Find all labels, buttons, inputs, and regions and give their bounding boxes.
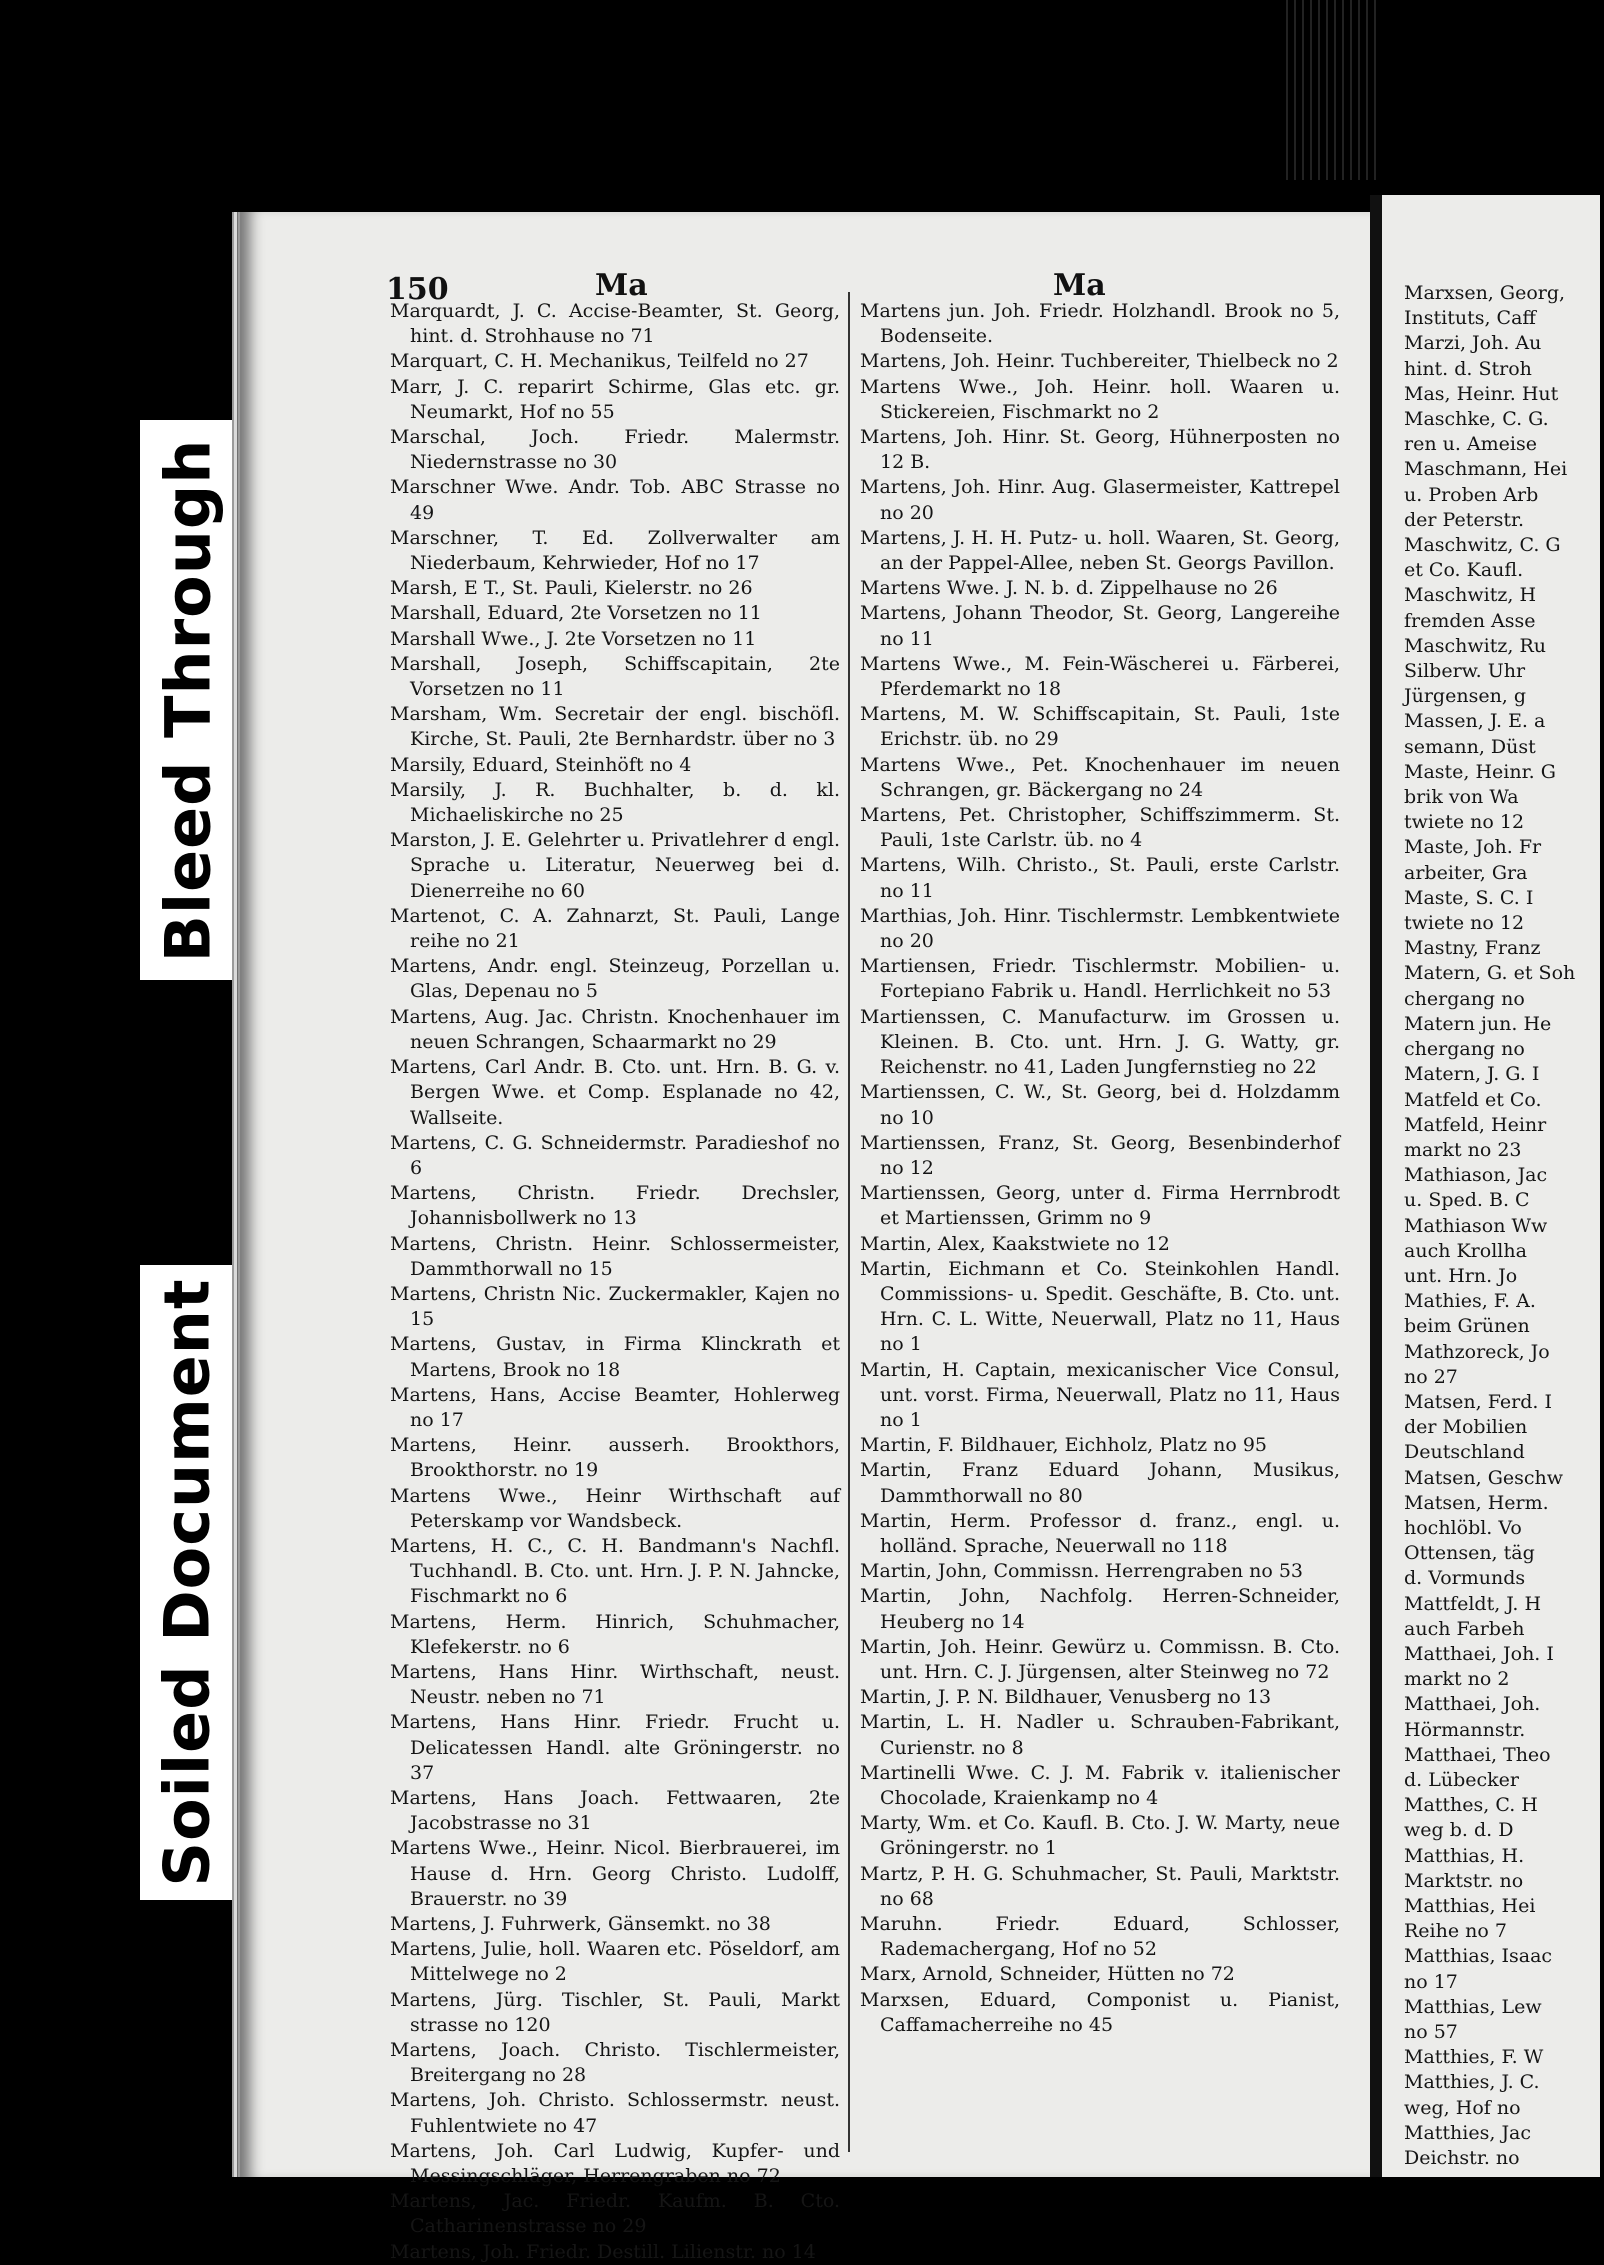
directory-entry: Matthaei, Joh. <box>1404 1693 1541 1716</box>
directory-entry: weg, Hof no <box>1404 2096 1521 2119</box>
directory-entry: Martin, Franz Eduard Johann, Musikus, Dammthorwall no 80 <box>860 1459 1340 1507</box>
directory-entry: Maste, Heinr. G <box>1404 760 1556 783</box>
directory-entry: Marquart, C. H. Mechanikus, Teilfeld no 27 <box>390 350 809 373</box>
directory-entry: Matern, G. et Soh <box>1404 962 1576 985</box>
directory-entry: Martin, Eichmann et Co. Steinkohlen Handl. Commissions- u. Spedit. Geschäfte, B. Cto. unt. Hrn. C. L. Witte, Neuerwall, Platz no 11, Haus no 1 <box>860 1257 1340 1356</box>
directory-entry: Martens, Joh. Christo. Schlossermstr. neust. Fuhlentwiete no 47 <box>390 2089 840 2137</box>
directory-entry: auch Krollha <box>1404 1239 1527 1262</box>
directory-entry: Jürgensen, g <box>1404 685 1527 708</box>
directory-entry: u. Proben Arb <box>1404 483 1539 506</box>
directory-entry: Marzi, Joh. Au <box>1404 332 1542 355</box>
directory-entry: Matthies, F. W <box>1404 2046 1544 2069</box>
directory-entry: no 27 <box>1404 1365 1458 1388</box>
directory-entry: Martens, Herm. Hinrich, Schuhmacher, Klefekerstr. no 6 <box>390 1610 840 1658</box>
directory-entry: Martens, Heinr. ausserh. Brookthors, Brookthorstr. no 19 <box>390 1434 840 1482</box>
directory-entry: Mathiason, Jac <box>1404 1164 1548 1187</box>
directory-entry: Maruhn. Friedr. Eduard, Schlosser, Rademachergang, Hof no 52 <box>860 1913 1340 1961</box>
running-head-right: Ma <box>1053 268 1106 303</box>
directory-entry: Martin, Herm. Professor d. franz., engl. u. holländ. Sprache, Neuerwall no 118 <box>860 1509 1340 1557</box>
running-head-left: Ma <box>595 268 648 303</box>
directory-entry: Martin, F. Bildhauer, Eichholz, Platz no 95 <box>860 1434 1268 1457</box>
directory-entry: Martens, H. C., C. H. Bandmann's Nachfl. Tuchhandl. B. Cto. unt. Hrn. J. P. N. Jahncke, Fischmarkt no 6 <box>390 1534 840 1608</box>
directory-entry: Martens jun. Joh. Friedr. Holzhandl. Brook no 5, Bodenseite. <box>860 300 1340 348</box>
directory-entry: Martens, J. H. H. Putz- u. holl. Waaren, St. Georg, an der Pappel-Allee, neben St. Georgs Pavillon. <box>860 526 1340 575</box>
directory-entry: Maschwitz, C. G <box>1404 534 1561 557</box>
soiled-document-text: Soiled Document <box>151 1278 224 1887</box>
directory-entry: Martens, Gustav, in Firma Klinckrath et Martens, Brook no 18 <box>390 1333 840 1381</box>
background-strip-texture <box>1280 0 1380 180</box>
directory-entry: d. Vormunds <box>1404 1567 1526 1590</box>
directory-entry: Martens Wwe., Pet. Knochenhauer im neuen Schrangen, gr. Bäckergang no 24 <box>860 753 1340 801</box>
directory-entry: Martienssen, Franz, St. Georg, Besenbinderhof no 12 <box>860 1131 1340 1179</box>
directory-entry: Marshall, Joseph, Schiffscapitain, 2te Vorsetzen no 11 <box>390 652 840 701</box>
directory-entry: auch Farbeh <box>1404 1617 1525 1640</box>
soiled-document-label <box>140 1265 235 1900</box>
directory-entry: Martens, Joh. Heinr. Tuchbereiter, Thielbeck no 2 <box>860 350 1339 373</box>
directory-entry: Maschwitz, Ru <box>1404 634 1547 657</box>
directory-entry: Maste, S. C. I <box>1404 886 1534 909</box>
directory-entry: Martens, Wilh. Christo., St. Pauli, erste Carlstr. no 11 <box>860 854 1340 902</box>
column-rule <box>848 292 850 2152</box>
directory-entry: Martin, L. H. Nadler u. Schrauben-Fabrikant, Curienstr. no 8 <box>860 1711 1340 1759</box>
directory-entry: Martens, Hans, Accise Beamter, Hohlerweg no 17 <box>390 1383 840 1431</box>
directory-entry: d. Lübecker <box>1404 1768 1519 1791</box>
directory-entry: unt. Hrn. Jo <box>1404 1264 1518 1287</box>
directory-entry: der Mobilien <box>1404 1416 1528 1439</box>
directory-entry: Marx, Arnold, Schneider, Hütten no 72 <box>860 1963 1235 1986</box>
directory-entry: u. Sped. B. C <box>1404 1189 1530 1212</box>
directory-entry: Reihe no 7 <box>1404 1920 1507 1943</box>
directory-entry: Martienssen, C. Manufacturw. im Grossen u. Kleinen. B. Cto. unt. Hrn. J. G. Watty, gr. Reichenstr. no 41, Laden Jungfernstieg no 22 <box>860 1005 1340 1079</box>
directory-entry: Martens, Hans Hinr. Friedr. Frucht u. Delicatessen Handl. alte Gröningerstr. no 37 <box>390 1711 840 1784</box>
directory-entry: Martens, Carl Andr. B. Cto. unt. Hrn. B. G. v. Bergen Wwe. et Comp. Esplanade no 42, Wallseite. <box>390 1056 840 1129</box>
directory-entry: Marty, Wm. et Co. Kaufl. B. Cto. J. W. Marty, neue Gröningerstr. no 1 <box>860 1812 1340 1860</box>
directory-entry: Marschner, T. Ed. Zollverwalter am Niederbaum, Kehrwieder, Hof no 17 <box>390 526 840 575</box>
directory-entry: ren u. Ameise <box>1404 433 1537 456</box>
directory-entry: markt no 2 <box>1404 1668 1510 1691</box>
directory-entry: Mathzoreck, Jo <box>1404 1340 1550 1363</box>
directory-entry: Martens, J. Fuhrwerk, Gänsemkt. no 38 <box>390 1913 771 1935</box>
directory-entry: Martens, M. W. Schiffscapitain, St. Pauli, 1ste Erichstr. üb. no 29 <box>860 703 1340 751</box>
directory-entry: Martens, Christn. Friedr. Drechsler, Johannisbollwerk no 13 <box>390 1182 840 1230</box>
directory-entry: Marktstr. no <box>1404 1869 1524 1892</box>
directory-entry: Massen, J. E. a <box>1404 710 1546 733</box>
directory-entry: Martens, Aug. Jac. Christn. Knochenhauer im neuen Schrangen, Schaarmarkt no 29 <box>390 1005 840 1053</box>
directory-entry: Matfeld, Heinr <box>1404 1113 1547 1136</box>
directory-entry: Marshall Wwe., J. 2te Vorsetzen no 11 <box>390 627 757 650</box>
directory-entry: Maschwitz, H <box>1404 584 1537 607</box>
directory-entry: Martens, Joach. Christo. Tischlermeister, Breitergang no 28 <box>390 2039 840 2087</box>
directory-entry: Martens, Julie, holl. Waaren etc. Pöseldorf, am Mittelwege no 2 <box>390 1938 840 1986</box>
directory-entry: fremden Asse <box>1404 609 1536 632</box>
directory-entry: Deichstr. no <box>1404 2147 1520 2170</box>
directory-entry: Martiensen, Friedr. Tischlermstr. Mobilien- u. Fortepiano Fabrik u. Handl. Herrlichkeit no 53 <box>860 955 1340 1003</box>
directory-entry: Matsen, Ferd. I <box>1404 1390 1552 1413</box>
left-column <box>390 299 840 2265</box>
bleed-through-label <box>140 420 235 980</box>
bleed-through-text: Bleed Through <box>151 438 224 962</box>
directory-entry: Silberw. Uhr <box>1404 660 1526 683</box>
directory-entry: Martienssen, Georg, unter d. Firma Herrnbrodt et Martienssen, Grimm no 9 <box>860 1182 1340 1230</box>
directory-entry: semann, Düst <box>1404 735 1536 758</box>
directory-entry: Martens, Joh. Friedr. Destill. Lilienstr. no 14 <box>390 2240 816 2263</box>
directory-entry: Marquardt, J. C. Accise-Beamter, St. Georg, hint. d. Strohhause no 71 <box>390 300 840 348</box>
directory-entry: Matthies, Jac <box>1404 2121 1532 2144</box>
directory-entry: chergang no <box>1404 987 1525 1010</box>
directory-entry: Martenot, C. A. Zahnarzt, St. Pauli, Lange reihe no 21 <box>390 904 840 953</box>
directory-entry: Martens Wwe. J. N. b. d. Zippelhause no 26 <box>860 577 1278 600</box>
directory-entry: Matsen, Herm. <box>1404 1491 1549 1514</box>
directory-entry: Martens, Christn. Heinr. Schlossermeister, Dammthorwall no 15 <box>390 1232 840 1280</box>
directory-entry: Marston, J. E. Gelehrter u. Privatlehrer d engl. Sprache u. Literatur, Neuerweg bei d. Dienerreihe no 60 <box>390 829 840 902</box>
directory-entry: Marschner Wwe. Andr. Tob. ABC Strasse no 49 <box>390 476 840 524</box>
directory-entry: Marsily, Eduard, Steinhöft no 4 <box>390 753 692 776</box>
directory-entry: beim Grünen <box>1404 1315 1530 1338</box>
directory-entry: Marsham, Wm. Secretair der engl. bischöfl. Kirche, St. Pauli, 2te Bernhardstr. über no 3 <box>390 703 840 751</box>
directory-entry: Maschmann, Hei <box>1404 458 1568 481</box>
directory-entry: Martens, Joh. Hinr. Aug. Glasermeister, Kattrepel no 20 <box>860 476 1340 524</box>
directory-entry: Martin, Alex, Kaakstwiete no 12 <box>860 1232 1170 1255</box>
page-number: 150 <box>386 272 449 307</box>
directory-entry: Mas, Heinr. Hut <box>1404 382 1559 405</box>
directory-entry: hint. d. Stroh <box>1404 357 1532 380</box>
directory-entry: Marschal, Joch. Friedr. Malermstr. Niedernstrasse no 30 <box>390 426 840 474</box>
directory-entry: no 17 <box>1404 1970 1458 1993</box>
directory-entry: Marthias, Joh. Hinr. Tischlermstr. Lembkentwiete no 20 <box>860 904 1340 953</box>
directory-entry: Martinelli Wwe. C. J. M. Fabrik v. italienischer Chocolade, Kraienkamp no 4 <box>860 1761 1340 1809</box>
directory-entry: Matfeld et Co. <box>1404 1088 1542 1111</box>
directory-entry: brik von Wa <box>1404 786 1519 809</box>
directory-entry: Martens, Joh. Carl Ludwig, Kupfer- und Messingschläger, Herrengraben no 72 <box>390 2139 840 2188</box>
directory-entry: chergang no <box>1404 1038 1525 1061</box>
directory-entry: Martens, Jürg. Tischler, St. Pauli, Markt strasse no 120 <box>390 1988 840 2036</box>
facing-page <box>1382 195 1600 2177</box>
directory-entry: Martens, Pet. Christopher, Schiffszimmerm. St. Pauli, 1ste Carlstr. üb. no 4 <box>860 804 1340 852</box>
directory-entry: Martens, Andr. engl. Steinzeug, Porzellan u. Glas, Depenau no 5 <box>390 955 840 1003</box>
document-page <box>240 212 1370 2263</box>
directory-entry: Marsh, E T., St. Pauli, Kielerstr. no 26 <box>390 577 753 600</box>
directory-entry: Hörmannstr. <box>1404 1718 1526 1741</box>
directory-entry: markt no 23 <box>1404 1138 1522 1161</box>
directory-entry: Mattfeldt, J. H <box>1404 1592 1542 1615</box>
directory-entry: Ottensen, täg <box>1404 1542 1535 1565</box>
directory-entry: Martens, Hans Hinr. Wirthschaft, neust. Neustr. neben no 71 <box>390 1660 840 1709</box>
directory-entry: Maste, Joh. Fr <box>1404 836 1542 859</box>
directory-entry: Matthias, Hei <box>1404 1895 1536 1917</box>
directory-entry: Matthaei, Joh. I <box>1404 1642 1554 1665</box>
directory-entry: Marsily, J. R. Buchhalter, b. d. kl. Michaeliskirche no 25 <box>390 778 840 827</box>
directory-entry: weg b. d. D <box>1404 1819 1514 1842</box>
directory-entry: Matthias, Lew <box>1404 1995 1542 2018</box>
directory-entry: Mathies, F. A. <box>1404 1290 1536 1313</box>
directory-entry: arbeiter, Gra <box>1404 861 1528 884</box>
directory-entry: Martens, Joh. Hinr. St. Georg, Hühnerposten no 12 B. <box>860 426 1340 474</box>
right-column <box>860 299 1340 2038</box>
directory-entry: twiete no 12 <box>1404 811 1525 834</box>
directory-entry: Martens Wwe., Heinr. Nicol. Bierbrauerei, im Hause d. Hrn. Georg Christo. Ludolff, Brauerstr. no 39 <box>390 1837 840 1910</box>
directory-entry: Matern, J. G. I <box>1404 1063 1540 1086</box>
directory-entry: Martin, H. Captain, mexicanischer Vice Consul, unt. vorst. Firma, Neuerwall, Platz no 11, Haus no 1 <box>860 1358 1340 1431</box>
directory-entry: Martin, Joh. Heinr. Gewürz u. Commissn. B. Cto. unt. Hrn. C. J. Jürgensen, alter Steinweg no 72 <box>860 1635 1340 1683</box>
directory-entry: Martz, P. H. G. Schuhmacher, St. Pauli, Marktstr. no 68 <box>860 1862 1340 1910</box>
directory-entry: Matthes, C. H <box>1404 1794 1538 1817</box>
directory-entry: et Co. Kaufl. <box>1404 559 1524 582</box>
directory-entry: twiete no 12 <box>1404 912 1525 935</box>
directory-entry: Martens, Jac. Friedr. Kaufm. B. Cto. Catharinenstrasse no 29 <box>390 2190 840 2238</box>
directory-entry: Matthaei, Theo <box>1404 1743 1551 1766</box>
directory-entry: Matern jun. He <box>1404 1012 1552 1035</box>
directory-entry: Matthies, J. C. <box>1404 2071 1540 2094</box>
directory-entry: hochlöbl. Vo <box>1404 1516 1522 1539</box>
directory-entry: Marr, J. C. reparirt Schirme, Glas etc. gr. Neumarkt, Hof no 55 <box>390 375 840 423</box>
directory-entry: Martin, John, Nachfolg. Herren-Schneider, Heuberg no 14 <box>860 1585 1340 1633</box>
directory-entry: Matthias, H. <box>1404 1844 1525 1867</box>
directory-entry: Instituts, Caff <box>1404 307 1536 330</box>
directory-entry: no 57 <box>1404 2021 1458 2044</box>
directory-entry: Maschke, C. G. <box>1404 408 1549 431</box>
directory-entry: Marshall, Eduard, 2te Vorsetzen no 11 <box>390 602 762 625</box>
book-gutter <box>1370 195 1382 2177</box>
directory-entry: Martienssen, C. W., St. Georg, bei d. Holzdamm no 10 <box>860 1081 1340 1129</box>
directory-entry: Martens, C. G. Schneidermstr. Paradieshof no 6 <box>390 1131 840 1179</box>
directory-entry: der Peterstr. <box>1404 508 1525 531</box>
directory-entry: Martens, Christn Nic. Zuckermakler, Kajen no 15 <box>390 1282 840 1331</box>
directory-entry: Martin, John, Commissn. Herrengraben no 53 <box>860 1560 1304 1583</box>
directory-entry: Deutschland <box>1404 1441 1525 1464</box>
directory-entry: Martens Wwe., M. Fein-Wäscherei u. Färberei, Pferdemarkt no 18 <box>860 652 1340 701</box>
directory-entry: Mathiason Ww <box>1404 1214 1548 1237</box>
directory-entry: Matsen, Geschw <box>1404 1466 1564 1489</box>
directory-entry: Matthias, Isaac <box>1404 1945 1553 1968</box>
directory-entry: Marxsen, Eduard, Componist u. Pianist, Caffamacherreihe no 45 <box>860 1988 1340 2036</box>
facing-page-column <box>1404 281 1604 2171</box>
directory-entry: Martens, Johann Theodor, St. Georg, Langereihe no 11 <box>860 602 1340 650</box>
directory-entry: Marxsen, Georg, <box>1404 282 1566 304</box>
directory-entry: Martens Wwe., Heinr Wirthschaft auf Peterskamp vor Wandsbeck. <box>390 1484 840 1532</box>
directory-entry: Martens Wwe., Joh. Heinr. holl. Waaren u. Stickereien, Fischmarkt no 2 <box>860 375 1340 423</box>
directory-entry: Martin, J. P. N. Bildhauer, Venusberg no 13 <box>860 1686 1272 1709</box>
directory-entry: Martens, Hans Joach. Fettwaaren, 2te Jacobstrasse no 31 <box>390 1786 840 1835</box>
directory-entry: Mastny, Franz <box>1404 937 1541 960</box>
